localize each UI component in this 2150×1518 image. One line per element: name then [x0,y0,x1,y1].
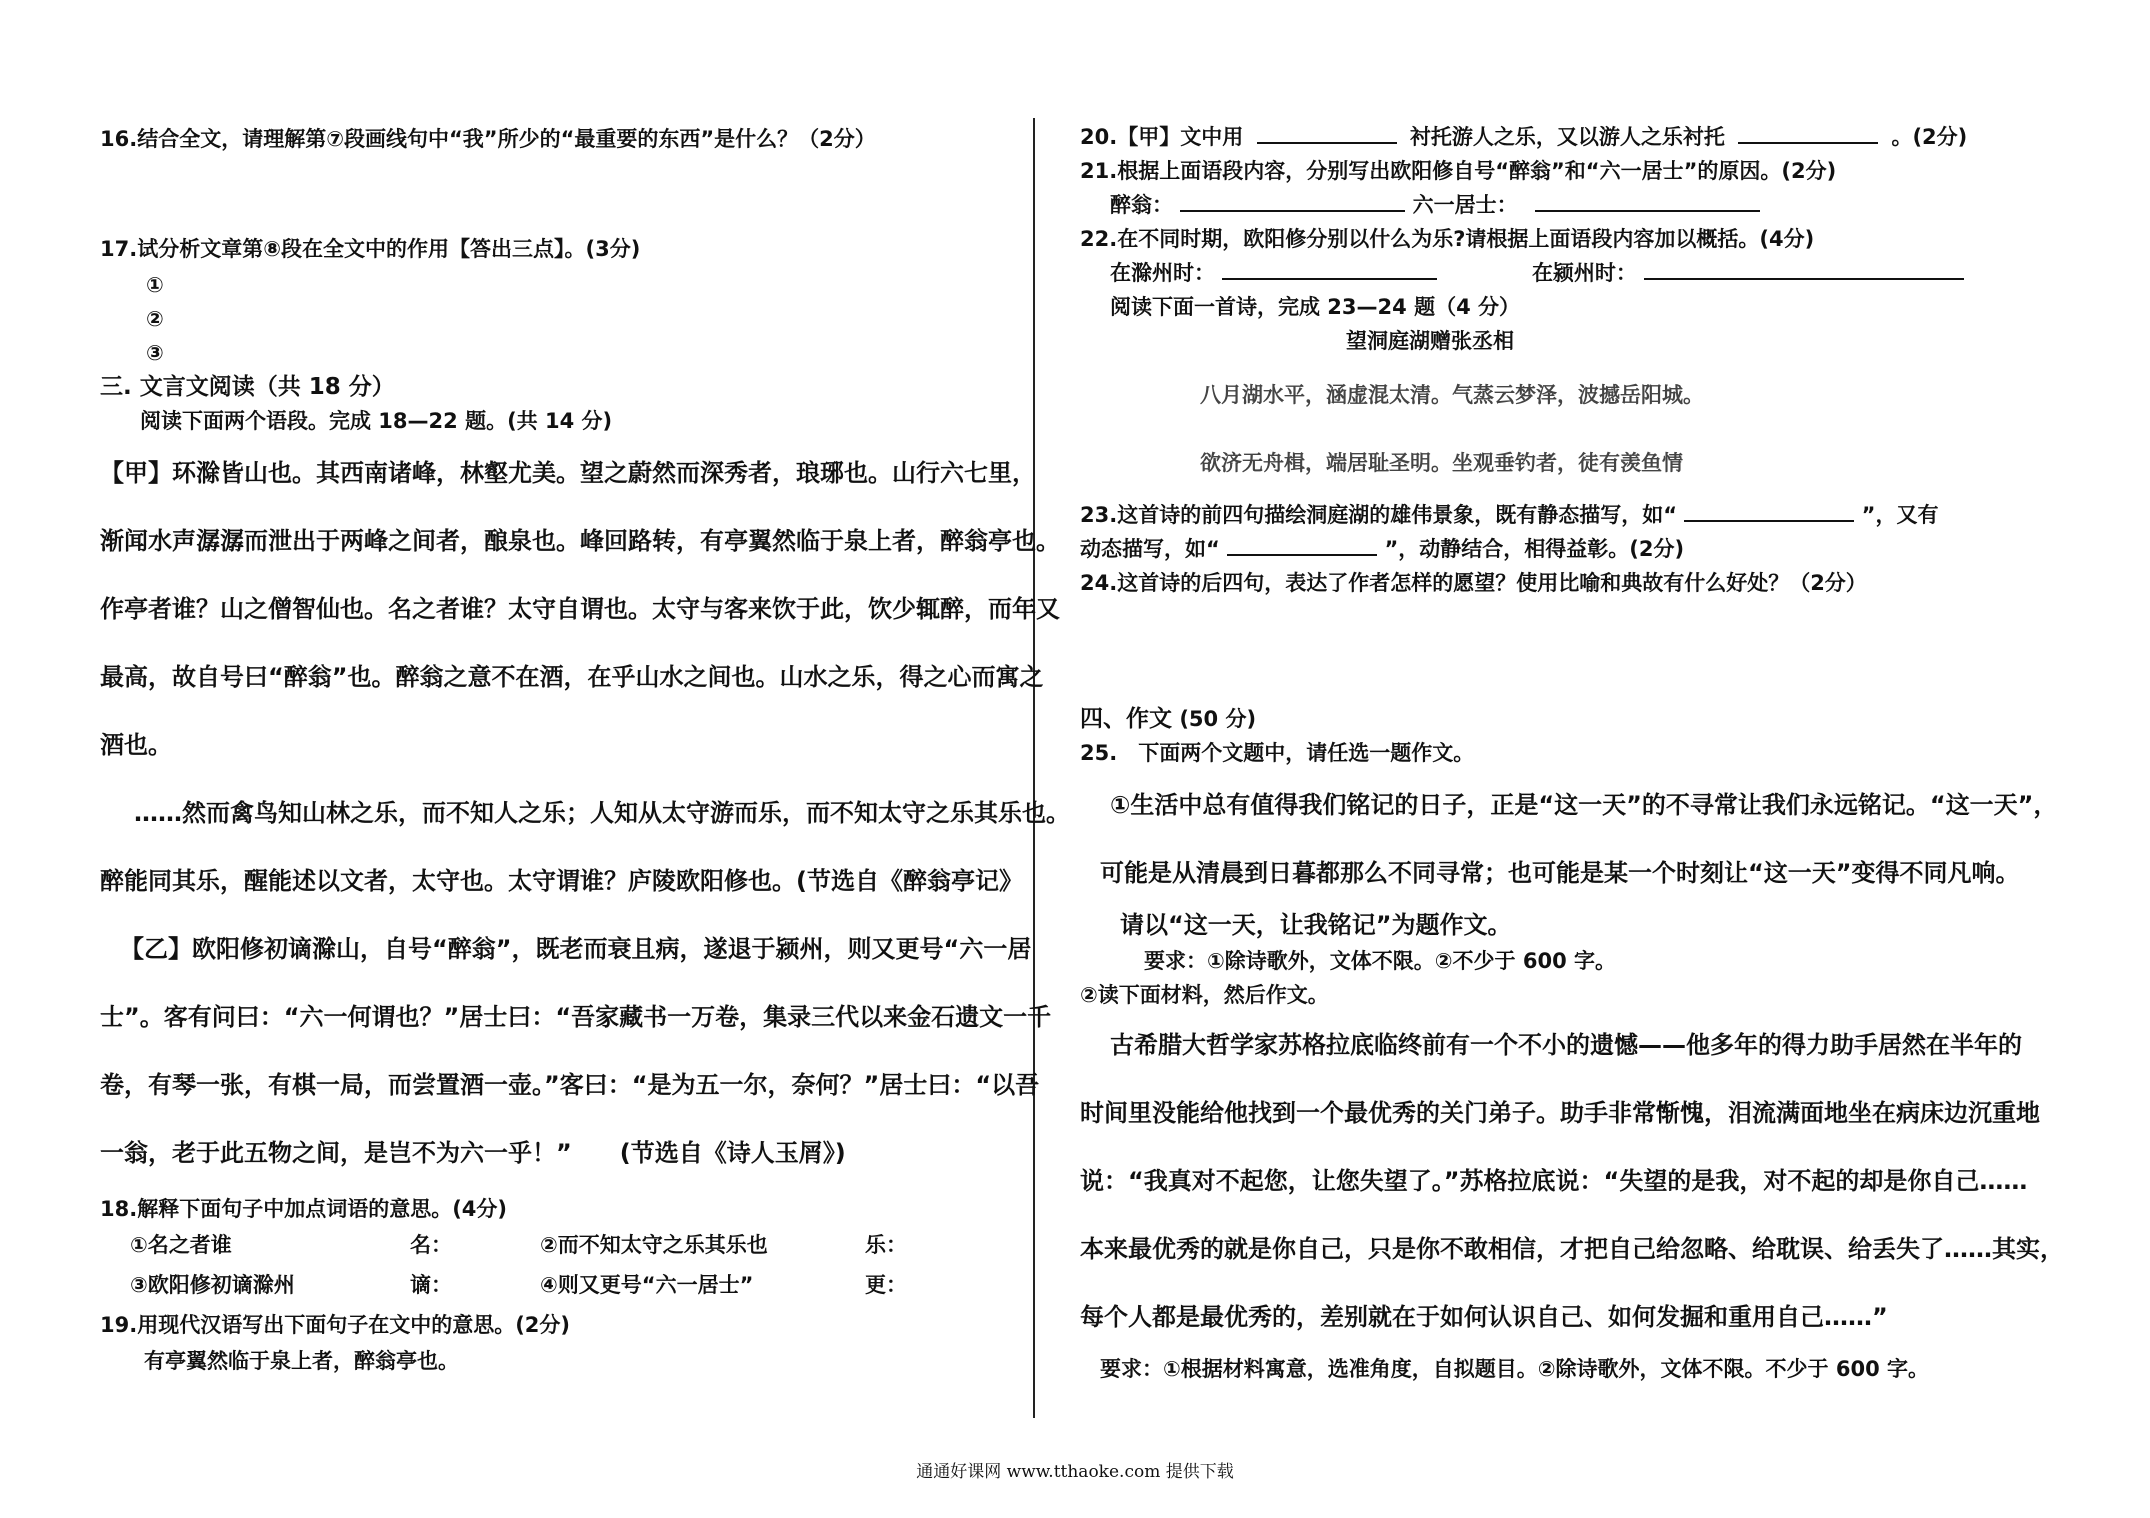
question-23 [1080,502,1938,528]
answer-mark-3: ③ [146,341,164,365]
prompt-1-line: ①生活中总有值得我们铭记的日子，正是“这一天”的不寻常让我们永远铭记。“这一天”， [1110,791,2058,819]
q18-item: ④则又更号“六一居士” [540,1273,754,1297]
prompt-2-heading: ②读下面材料，然后作文。 [1080,983,1329,1007]
passage-yi-line: 一翁，老于此五物之间，是岂不为六一乎！” (节选自《诗人玉屑》) [100,1139,846,1167]
question-22: 22.在不同时期，欧阳修分别以什么为乐?请根据上面语段内容加以概括。(4分) [1080,227,1815,251]
q20-text-c: 。(2分) [1891,125,1968,149]
question-19: 19.用现代汉语写出下面句子在文中的意思。(2分) [100,1313,571,1337]
question-21: 21.根据上面语段内容，分别写出欧阳修自号“醉翁”和“六一居士”的原因。(2分) [1080,159,1837,183]
footer-source: 通通好课网 www.tthaoke.com 提供下载 [916,1462,1234,1482]
question-25: 25. 下面两个文题中，请任选一题作文。 [1080,741,1475,765]
passage-yi-line: 【乙】欧阳修初谪滁山，自号“醉翁”，既老而衰且病，遂退于颍州，则又更号“六一居 [120,935,1032,963]
prompt-1-title: 请以“这一天，让我铭记”为题作文。 [1120,911,1512,939]
question-24: 24.这首诗的后四句，表达了作者怎样的愿望？使用比喻和典故有什么好处？（2分） [1080,571,1867,595]
q22-label-chuzhou: 在滁州时： [1110,261,1215,285]
prompt-1-line: 可能是从清晨到日暮都那么不同寻常；也可能是某一个时刻让“这一天”变得不同凡响。 [1100,859,2020,887]
q18-item-label: 更： [865,1273,907,1297]
answer-mark-2: ② [146,307,164,331]
q21-label-zuiweng: 醉翁： [1110,193,1173,217]
prompt-2-line: 本来最优秀的就是你自己，只是你不敢相信，才把自己给忽略、给耽误、给丢失了……其实， [1080,1235,2064,1263]
passage-jia-line: 作亭者谁？山之僧智仙也。名之者谁？太守自谓也。太守与客来饮于此，饮少辄醉，而年又 [100,595,1060,623]
passage-jia-line: ……然而禽鸟知山林之乐，而不知人之乐；人知从太守游而乐，而不知太守之乐其乐也。 [134,799,1070,827]
q20-text-a: 20.【甲】文中用 [1080,125,1244,149]
section-4-title: 四、作文 [1080,706,1172,732]
q18-item-label: 谪： [410,1273,452,1297]
q20-blank-1[interactable] [1257,124,1397,144]
poem-title: 望洞庭湖赠张丞相 [1346,329,1514,353]
poem-line: 欲济无舟楫，端居耻圣明。坐观垂钓者，徒有羡鱼情 [1200,451,1683,475]
poem-line: 八月湖水平，涵虚混太清。气蒸云梦泽，波撼岳阳城。 [1200,383,1704,407]
passage-jia-line: 酒也。 [100,731,172,759]
q23-blank-1[interactable] [1684,502,1854,522]
section-4-heading [1080,706,1256,732]
q22-blank-yingzhou[interactable] [1644,260,1964,280]
q23-text-d: ”，动静结合，相得益彰。(2分) [1384,537,1685,561]
passage-jia-line: 渐闻水声潺潺而泄出于两峰之间者，酿泉也。峰回路转，有亭翼然临于泉上者，醉翁亭也。 [100,527,1060,555]
prompt-2-line: 说：“我真对不起您，让您失望了。”苏格拉底说：“失望的是我，对不起的却是你自己…… [1080,1167,2028,1195]
prompt-2-line: 每个人都是最优秀的，差别就在于如何认识自己、如何发掘和重用自己……” [1080,1303,1888,1331]
q23-blank-2[interactable] [1227,536,1377,556]
q18-item: ①名之者谁 [130,1233,232,1257]
section-3-intro: 阅读下面两个语段。完成 18—22 题。(共 14 分) [140,409,613,433]
passage-jia-line: 【甲】环滁皆山也。其西南诸峰，林壑尤美。望之蔚然而深秀者，琅琊也。山行六七里， [100,459,1036,487]
q22-label-yingzhou: 在颍州时： [1531,261,1637,285]
q18-item-label: 乐： [865,1233,907,1257]
q19-sentence: 有亭翼然临于泉上者，醉翁亭也。 [144,1349,459,1373]
section-3-title: 三. 文言文阅读（共 18 分） [100,374,395,400]
passage-yi-line: 士”。客有问曰：“六一何谓也？”居士曰：“吾家藏书一万卷，集录三代以来金石遗文一千 [100,1003,1052,1031]
q22-blank-chuzhou[interactable] [1222,260,1437,280]
q21-label-liuyi: 六一居士： [1412,193,1518,217]
q18-item: ③欧阳修初谪滁州 [130,1273,295,1297]
q20-blank-2[interactable] [1738,124,1878,144]
poem-intro: 阅读下面一首诗，完成 23—24 题（4 分） [1110,295,1520,319]
q21-blank-zuiweng[interactable] [1180,192,1405,212]
q23-text-b: ”，又有 [1861,503,1939,527]
passage-yi-line: 卷，有琴一张，有棋一局，而尝置酒一壶。”客曰：“是为五一尔，奈何？”居士曰：“以吾 [100,1071,1040,1099]
question-23-cont [1080,536,1684,562]
prompt-1-requirement: 要求：①除诗歌外，文体不限。②不少于 600 字。 [1144,949,1617,973]
q20-text-b: 衬托游人之乐，又以游人之乐衬托 [1409,125,1725,149]
q18-item-label: 名： [410,1233,452,1257]
question-17: 17.试分析文章第⑧段在全文中的作用【答出三点】。(3分) [100,237,641,261]
q23-text-c: 动态描写，如“ [1080,537,1220,561]
prompt-2-requirement: 要求：①根据材料寓意，选准角度，自拟题目。②除诗歌外，文体不限。不少于 600 字。 [1100,1357,1930,1381]
column-divider [1033,118,1035,1418]
q22-answers [1110,260,1964,286]
passage-jia-line: 醉能同其乐，醒能述以文者，太守也。太守谓谁？庐陵欧阳修也。(节选自《醉翁亭记》 [100,867,1023,895]
passage-jia-line: 最高，故自号曰“醉翁”也。醉翁之意不在酒，在乎山水之间也。山水之乐，得之心而寓之 [100,663,1044,691]
question-20 [1080,124,1967,150]
question-18: 18.解释下面句子中加点词语的意思。(4分) [100,1197,508,1221]
q23-text-a: 23.这首诗的前四句描绘洞庭湖的雄伟景象，既有静态描写，如“ [1080,503,1678,527]
section-4-score: (50 分) [1179,707,1257,731]
prompt-2-line: 时间里没能给他找到一个最优秀的关门弟子。助手非常惭愧，泪流满面地坐在病床边沉重地 [1080,1099,2040,1127]
answer-mark-1: ① [146,273,164,297]
q18-item: ②而不知太守之乐其乐也 [540,1233,768,1257]
prompt-2-line: 古希腊大哲学家苏格拉底临终前有一个不小的遗憾——他多年的得力助手居然在半年的 [1110,1031,2022,1059]
q21-blank-liuyi[interactable] [1535,192,1760,212]
q21-answers [1110,192,1760,218]
question-16: 16.结合全文，请理解第⑦段画线句中“我”所少的“最重要的东西”是什么？（2分） [100,127,876,151]
